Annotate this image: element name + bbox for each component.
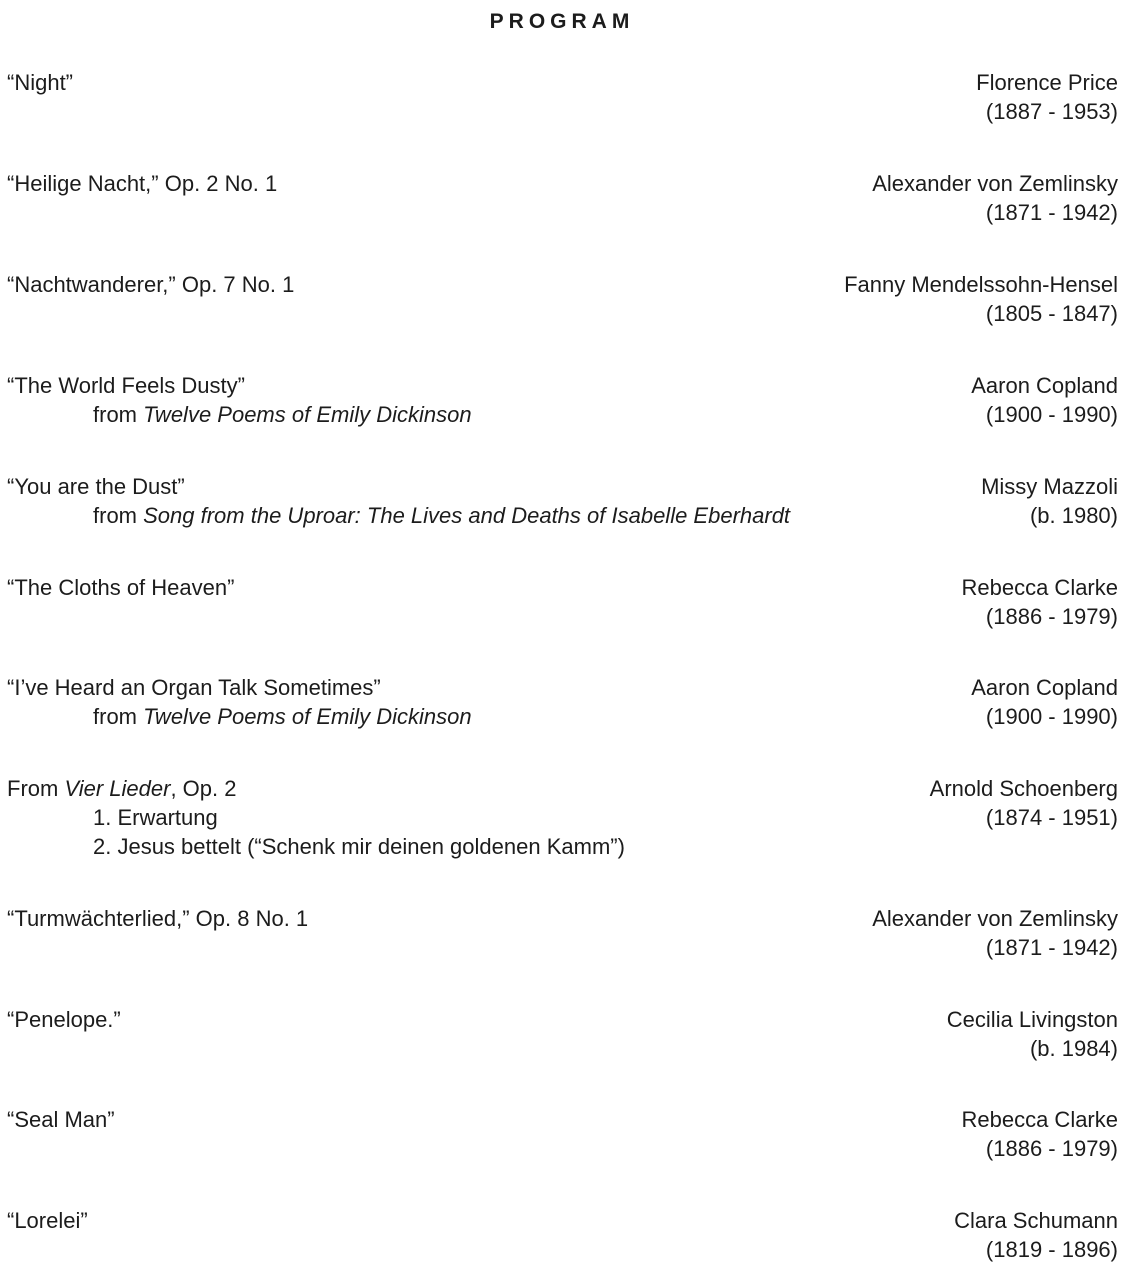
- composer-info: [971, 371, 1118, 429]
- composer-info: [961, 1105, 1118, 1163]
- composer-info: [961, 573, 1118, 631]
- piece-info: [7, 68, 807, 97]
- composer-dates: (1886 - 1979): [985, 604, 1118, 629]
- piece-info: [7, 270, 807, 299]
- piece-info: [7, 371, 807, 429]
- composer-dates: (1900 - 1990): [985, 704, 1118, 729]
- title-suffix: , Op. 2: [170, 776, 237, 801]
- composer-dates: (1871 - 1942): [985, 935, 1118, 960]
- piece-info: [7, 1005, 807, 1034]
- piece-title: “Heilige Nacht,” Op. 2 No. 1: [7, 171, 278, 196]
- source-work: Twelve Poems of Emily Dickinson: [143, 704, 472, 729]
- piece-info: [7, 169, 807, 198]
- piece-info: [7, 573, 807, 602]
- piece-info: [7, 1206, 807, 1235]
- source-prefix: from: [93, 704, 144, 729]
- piece-info: [7, 472, 807, 530]
- composer-name: Florence Price: [976, 70, 1118, 95]
- composer-info: [976, 68, 1118, 126]
- piece-title: “The Cloths of Heaven”: [7, 575, 235, 600]
- composer-name: Clara Schumann: [954, 1208, 1118, 1233]
- composer-info: [947, 1005, 1118, 1063]
- composer-name: Rebecca Clarke: [961, 575, 1118, 600]
- composer-info: [930, 774, 1118, 832]
- source-prefix: from: [93, 503, 144, 528]
- piece-title: “Lorelei”: [7, 1208, 88, 1233]
- composer-dates: (b. 1984): [1029, 1036, 1118, 1061]
- composer-name: Aaron Copland: [971, 675, 1118, 700]
- title-work: Vier Lieder: [64, 776, 171, 801]
- composer-info: [844, 270, 1118, 328]
- composer-dates: (1887 - 1953): [985, 99, 1118, 124]
- piece-title: “Turmwächterlied,” Op. 8 No. 1: [7, 906, 309, 931]
- piece-source: [7, 400, 807, 429]
- piece-title: “Night”: [7, 70, 74, 95]
- piece-title: “You are the Dust”: [7, 474, 185, 499]
- piece-source: [7, 702, 807, 731]
- composer-info: [872, 169, 1118, 227]
- composer-name: Alexander von Zemlinsky: [872, 171, 1118, 196]
- piece-title: “Seal Man”: [7, 1107, 115, 1132]
- piece-info: [7, 774, 807, 861]
- composer-name: Missy Mazzoli: [981, 474, 1118, 499]
- piece-title: “The World Feels Dusty”: [7, 373, 245, 398]
- source-work: Song from the Uproar: The Lives and Deaths of Isabelle Eberhardt: [143, 503, 791, 528]
- composer-name: Rebecca Clarke: [961, 1107, 1118, 1132]
- source-work: Twelve Poems of Emily Dickinson: [143, 402, 472, 427]
- composer-name: Cecilia Livingston: [946, 1007, 1118, 1032]
- composer-name: Fanny Mendelssohn-Hensel: [844, 272, 1118, 297]
- title-prefix: From: [7, 776, 65, 801]
- piece-title: “Nachtwanderer,” Op. 7 No. 1: [7, 272, 295, 297]
- composer-name: Alexander von Zemlinsky: [872, 906, 1118, 931]
- song-item: 2. Jesus bettelt (“Schenk mir deinen goldenen Kamm”): [93, 834, 625, 859]
- composer-dates: (1871 - 1942): [985, 200, 1118, 225]
- composer-dates: (1886 - 1979): [985, 1136, 1118, 1161]
- composer-dates: (1900 - 1990): [985, 402, 1118, 427]
- piece-title: “I’ve Heard an Organ Talk Sometimes”: [7, 675, 381, 700]
- source-prefix: from: [93, 402, 144, 427]
- composer-info: [971, 673, 1118, 731]
- composer-dates: (1874 - 1951): [985, 805, 1118, 830]
- composer-dates: (1819 - 1896): [985, 1237, 1118, 1262]
- page-title: PROGRAM: [489, 10, 635, 33]
- piece-info: [7, 1105, 807, 1134]
- composer-name: Aaron Copland: [971, 373, 1118, 398]
- piece-title: [7, 774, 807, 803]
- piece-title: “Penelope.”: [7, 1007, 121, 1032]
- composer-dates: (1805 - 1847): [985, 301, 1118, 326]
- piece-source: [7, 501, 807, 530]
- composer-info: [954, 1206, 1118, 1264]
- composer-name: Arnold Schoenberg: [929, 776, 1118, 801]
- piece-info: [7, 904, 807, 933]
- composer-info: [872, 904, 1118, 962]
- composer-dates: (b. 1980): [1029, 503, 1118, 528]
- piece-info: [7, 673, 807, 731]
- song-item: 1. Erwartung: [93, 805, 218, 830]
- composer-info: [981, 472, 1118, 530]
